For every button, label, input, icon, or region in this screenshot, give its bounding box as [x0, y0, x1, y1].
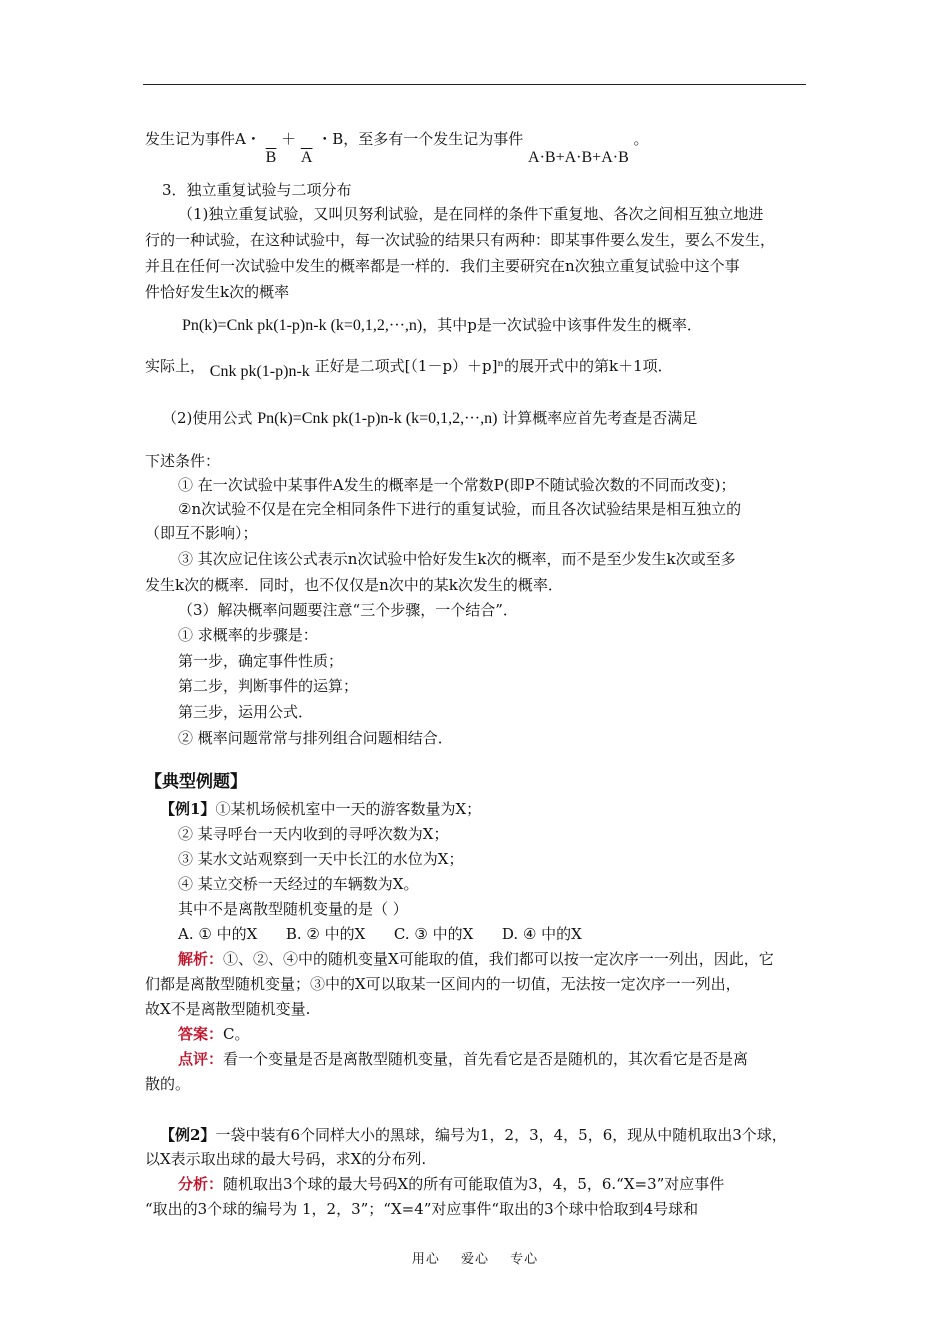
example-1-line1 [160, 798, 481, 820]
example-1-analysis-line3: 故X不是离散型随机变量. [145, 1000, 311, 1018]
example-1-options: A. ① 中的X B. ② 中的X C. ③ 中的X D. ④ 中的X [178, 925, 582, 943]
s3-p1-line2: 行的一种试验，在这种试验中，每一次试验的结果只有两种：即某事件要么发生，要么不发生， [145, 231, 776, 249]
intro-text-a: 发生记为事件A・ [145, 130, 261, 148]
analysis-2-text-1: 随机取出3个球的最大号码X的所有可能取值为3，4，5，6.“X=3”对应事件 [223, 1175, 725, 1193]
example-1-item1: ①某机场候机室中一天的游客数量为X； [215, 800, 482, 818]
condition-3-line1: ③ 其次应记住该公式表示n次试验中恰好发生k次的概率，而不是至少发生k次或至多 [178, 550, 736, 568]
formula-1-line [182, 314, 702, 337]
fact-line [145, 355, 673, 378]
answer-label: 答案： [178, 1025, 224, 1043]
intro-plus: ＋ [281, 130, 297, 148]
example-1-item3: ③ 某水文站观察到一天中长江的水位为X； [178, 850, 464, 868]
s3-p2-line2: 下述条件： [145, 452, 221, 470]
comment-label: 点评： [178, 1050, 224, 1068]
example-2-line2: 以X表示取出球的最大号码，求X的分布列. [145, 1150, 427, 1168]
intro-a-bar: $\overline{A}$ [300, 149, 313, 166]
examples-heading: 【典型例题】 [145, 772, 247, 792]
fact-prefix: 实际上， [145, 357, 206, 375]
step-1: 第一步，确定事件性质； [178, 652, 344, 670]
condition-3-line2: 发生k次的概率．同时，也不仅仅是n次中的某k次发生的概率． [145, 576, 563, 594]
binomial-formula-2: Pn(k)=Cnk pk(1-p)n-k (k=0,1,2,···,n) [257, 410, 498, 427]
condition-2-line2: （即互不影响）； [145, 524, 258, 542]
s3-p3: （3）解决概率问题要注意“三个步骤，一个结合”． [178, 601, 518, 619]
example-2-line1 [160, 1124, 787, 1146]
s3-p3-item1: ① 求概率的步骤是： [178, 626, 318, 644]
intro-line [145, 128, 649, 166]
s3-p2-line [162, 407, 697, 430]
binomial-formula-1: Pn(k)=Cnk pk(1-p)n-k (k=0,1,2,···,n) [182, 317, 423, 334]
footer-word-1: 用心 [411, 1252, 440, 1267]
example-1-question: 其中不是离散型随机变量的是（ ） [178, 900, 408, 918]
example-2-text-1: 一袋中装有6个同样大小的黑球，编号为1，2，3，4，5，6，现从中随机取出3个球， [215, 1126, 787, 1144]
formula-1-tail: ，其中p是一次试验中该事件发生的概率． [422, 316, 702, 334]
example-1-analysis-line2: 们都是离散型随机变量；③中的X可以取某一区间内的一切值，无法按一定次序一一列出， [145, 975, 741, 993]
example-1-comment-line1 [178, 1048, 748, 1070]
intro-text-e: ・B，至多有一个发生记为事件 [317, 130, 524, 148]
step-3: 第三步，运用公式． [178, 703, 314, 721]
header-rule [143, 84, 806, 85]
intro-period: 。 [633, 130, 649, 148]
example-2-analysis-line2: “取出的3个球的编号为 1，2，3”；“X=4”对应事件“取出的3个球中恰取到4号球和 [145, 1200, 699, 1218]
analysis-text-1: ①、②、④中的随机变量X可能取的值，我们都可以按一定次序一一列出，因此，它 [223, 950, 774, 968]
s3-p3-item2: ② 概率问题常常与排列组合问题相结合． [178, 729, 453, 747]
example-1-label: 【例1】 [160, 800, 216, 818]
s3-p1-line3: 并且在任何一次试验中发生的概率都是一样的．我们主要研究在n次独立重复试验中这个事 [145, 257, 740, 275]
page-footer [0, 1248, 950, 1267]
example-2-analysis-line1 [178, 1173, 724, 1195]
step-2: 第二步，判断事件的运算； [178, 677, 359, 695]
section-3-heading: 3．独立重复试验与二项分布 [162, 181, 352, 199]
s3-p1-line1: （1)独立重复试验，又叫贝努利试验，是在同样的条件下重复地、各次之间相互独立地进 [178, 205, 764, 223]
example-1-comment-line2: 散的。 [145, 1075, 191, 1093]
example-1-item4: ④ 某立交桥一天经过的车辆数为X。 [178, 875, 419, 893]
example-2-label: 【例2】 [160, 1126, 216, 1144]
analysis-2-label: 分析： [178, 1175, 224, 1193]
example-1-item2: ② 某寻呼台一天内收到的寻呼次数为X； [178, 825, 449, 843]
comment-text-1: 看一个变量是否是离散型随机变量，首先看它是否是随机的，其次看它是否是离 [223, 1050, 749, 1068]
intro-b-bar: $\overline{B}$ [265, 149, 277, 166]
fact-text: 正好是二项式[（1－p）＋p]ⁿ的展开式中的第k＋1项． [314, 357, 673, 375]
condition-2-line1: ②n次试验不仅是在完全相同条件下进行的重复试验，而且各次试验结果是相互独立的 [178, 500, 742, 518]
p2-prefix: （2)使用公式 [162, 409, 253, 427]
intro-expression: A·B+A·B+A·B [528, 149, 629, 166]
footer-word-3: 专心 [510, 1252, 539, 1267]
example-1-analysis-line1 [178, 948, 774, 970]
s3-p1-line4: 件恰好发生k次的概率 [145, 283, 290, 301]
analysis-label: 解析： [178, 950, 224, 968]
answer-value: C。 [223, 1025, 250, 1043]
footer-word-2: 爱心 [460, 1252, 489, 1267]
example-1-answer [178, 1023, 250, 1045]
condition-1: ① 在一次试验中某事件A发生的概率是一个常数P(即P不随试验次数的不同而改变)； [178, 476, 736, 494]
binomial-term-formula: Cnk pk(1-p)n-k [209, 363, 310, 380]
p2-text: 计算概率应首先考查是否满足 [502, 409, 698, 427]
